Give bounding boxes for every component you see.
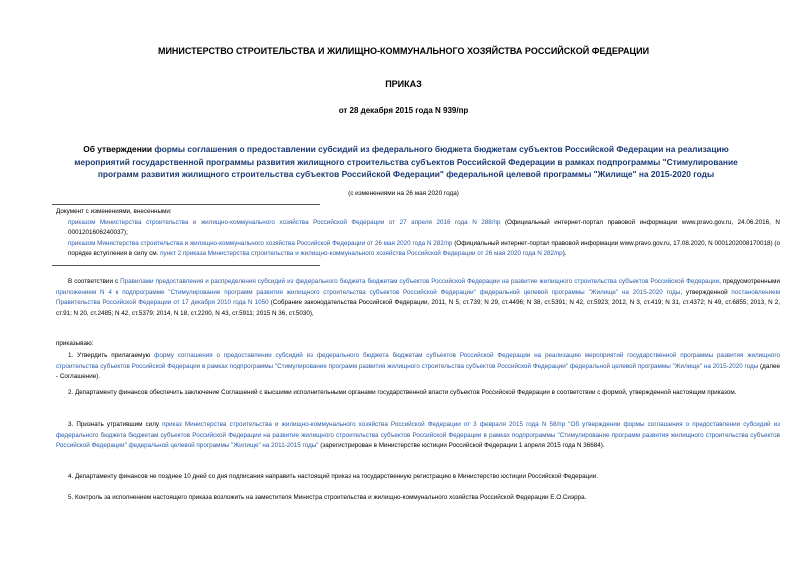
preamble-text-4: (Собрание законодательства Российской Федерации, 2011, N 5, ст.739; N 29, ст.4496; N 38, ст.5391; N 42, ст.5923; 2012, N 3, ст.419; N 31, ст.4372; N 49, ст.6855; 2013, N 2, ст.91; N 20, ст.2485; N 42, ст.5379; 2014, N 18, ст.2200, N 43, ст.5911; 2015 N 36, ст.5030), — [56, 299, 780, 317]
item-3-text-a: 3. Признать утратившим силу — [68, 421, 163, 428]
order-item-4: 4. Департаменту финансов не позднее 10 дней со дня подписания направить настоящий приказ на государственную регистрацию в Министерство юстиции Российской Федерации. — [68, 473, 598, 480]
changes-item-1-link[interactable]: приказом Министерства строительства и жилищно-коммунального хозяйства Российской Федерации от 27 апреля 2016 года N 288/пр — [68, 218, 501, 226]
title-prefix: Об утверждении — [83, 144, 155, 154]
preamble-paragraph — [56, 277, 780, 319]
changes-intro: Документ с изменениями, внесенными: — [56, 208, 172, 215]
title-link[interactable]: формы соглашения о предоставлении субсидий из федерального бюджета бюджетам субъектов Российской Федерации на реализацию мероприятий государственной программы развития жилищного строительства субъектов Российской Федерации в рамках подпрограммы "Стимулирование программ развития жилищного строительства субъектов Российской Федерации" федеральной целевой программы "Жилище" на 2015-2020 годы — [74, 144, 738, 180]
order-word: приказываю: — [56, 340, 94, 347]
changes-item-2-end: ). — [562, 250, 567, 258]
preamble-link-resolution[interactable]: постановлением Правительства Российской Федерации от 17 декабря 2010 года N 1050 — [56, 288, 780, 307]
changes-item-2-link[interactable]: приказом Министерства строительства и жилищно-коммунального хозяйства Российской Федерации от 26 мая 2020 года N 282/пр — [68, 239, 453, 247]
divider-bottom — [52, 265, 320, 266]
changes-item-2-link2[interactable]: пункт 2 приказа Министерства строительства и жилищно-коммунального хозяйства Российской Федерации от 26 мая 2020 года N 282/пр — [160, 250, 563, 258]
document-type: ПРИКАЗ — [385, 79, 422, 89]
preamble-text-2: , предусмотренными — [719, 278, 780, 285]
preamble-text-1: В соответствии с — [68, 278, 121, 285]
changes-item-2-text: (Официальный интернет-портал правовой информации www.pravo.gov.ru, 17.08.2020, N 0001202008170018) (о порядке вступления в силу см. — [68, 239, 780, 258]
item-1-text-b: (далее - Соглашение). — [56, 362, 780, 381]
document-title — [56, 143, 756, 181]
divider-top — [52, 204, 320, 205]
document-date-number: от 28 декабря 2015 года N 939/пр — [338, 106, 469, 115]
ministry-heading: МИНИСТЕРСТВО СТРОИТЕЛЬСТВА И ЖИЛИЩНО-КОММУНАЛЬНОГО ХОЗЯЙСТВА РОССИЙСКОЙ ФЕДЕРАЦИИ — [157, 46, 650, 56]
changes-list — [56, 207, 780, 260]
preamble-link-appendix[interactable]: приложением N 4 к подпрограмме "Стимулирование программ развития жилищного строительства субъектов Российской Федерации" федеральной целевой программы "Жилище" на 2015-2020 годы — [56, 288, 681, 296]
changes-item-1-text: (Официальный интернет-портал правовой информации www.pravo.gov.ru, 24.06.2016, N 0001201606240037); — [68, 218, 780, 237]
order-item-3 — [56, 420, 780, 452]
order-item-5: 5. Контроль за исполнением настоящего приказа возложить на заместителя Министра строительства и жилищно-коммунального хозяйства Российской Федерации Е.О.Сиэрра. — [68, 494, 587, 501]
preamble-text-3: , утвержденной — [680, 288, 732, 296]
item-3-text-b: (зарегистрирован в Министерстве юстиции Российской Федерации 1 апреля 2015 года N 36684). — [318, 442, 605, 450]
item-3-link[interactable]: приказ Министерства строительства и жилищно-коммунального хозяйства Российской Федерации от 3 февраля 2015 года N 58/пр "Об утверждении формы соглашения о предоставлении субсидий из федерального бюджета бюджетам субъектов Российской Федерации на развитие жилищного строительства субъектов Российской Федерации в рамках подпрограммы "Стимулирование программ развития жилищного строительства субъектов Российской Федерации" федеральной целевой программы "Жилище" на 2011-2015 годы" — [56, 421, 780, 450]
item-1-text-a: 1. Утвердить прилагаемую — [68, 352, 155, 359]
order-item-2: 2. Департаменту финансов обеспечить заключение Соглашений с высшими исполнительными органами государственной власти субъектов Российской Федерации в соответствии с формой, утвержденной настоящим приказом. — [68, 389, 737, 396]
changes-item-1 — [56, 218, 780, 239]
item-1-link[interactable]: форму соглашения о предоставлении субсидий из федерального бюджета бюджетам субъектов Российской Федерации на реализацию мероприятий государственной программы развития жилищного строительства субъектов Российской Федерации в рамках подпрограммы "Стимулирование программ развития жилищного строительства субъектов Российской Федерации" федеральной целевой программы "Жилище" на 2015-2020 годы — [56, 352, 780, 370]
order-item-1 — [56, 351, 780, 383]
preamble-link-rules[interactable]: Правилами предоставления и распределения субсидий из федерального бюджета бюджетам субъектов Российской Федерации на развитие жилищного строительства субъектов Российской Федерации — [120, 278, 720, 285]
changes-item-2 — [56, 239, 780, 260]
changes-note: (с изменениями на 26 мая 2020 года) — [348, 190, 459, 197]
